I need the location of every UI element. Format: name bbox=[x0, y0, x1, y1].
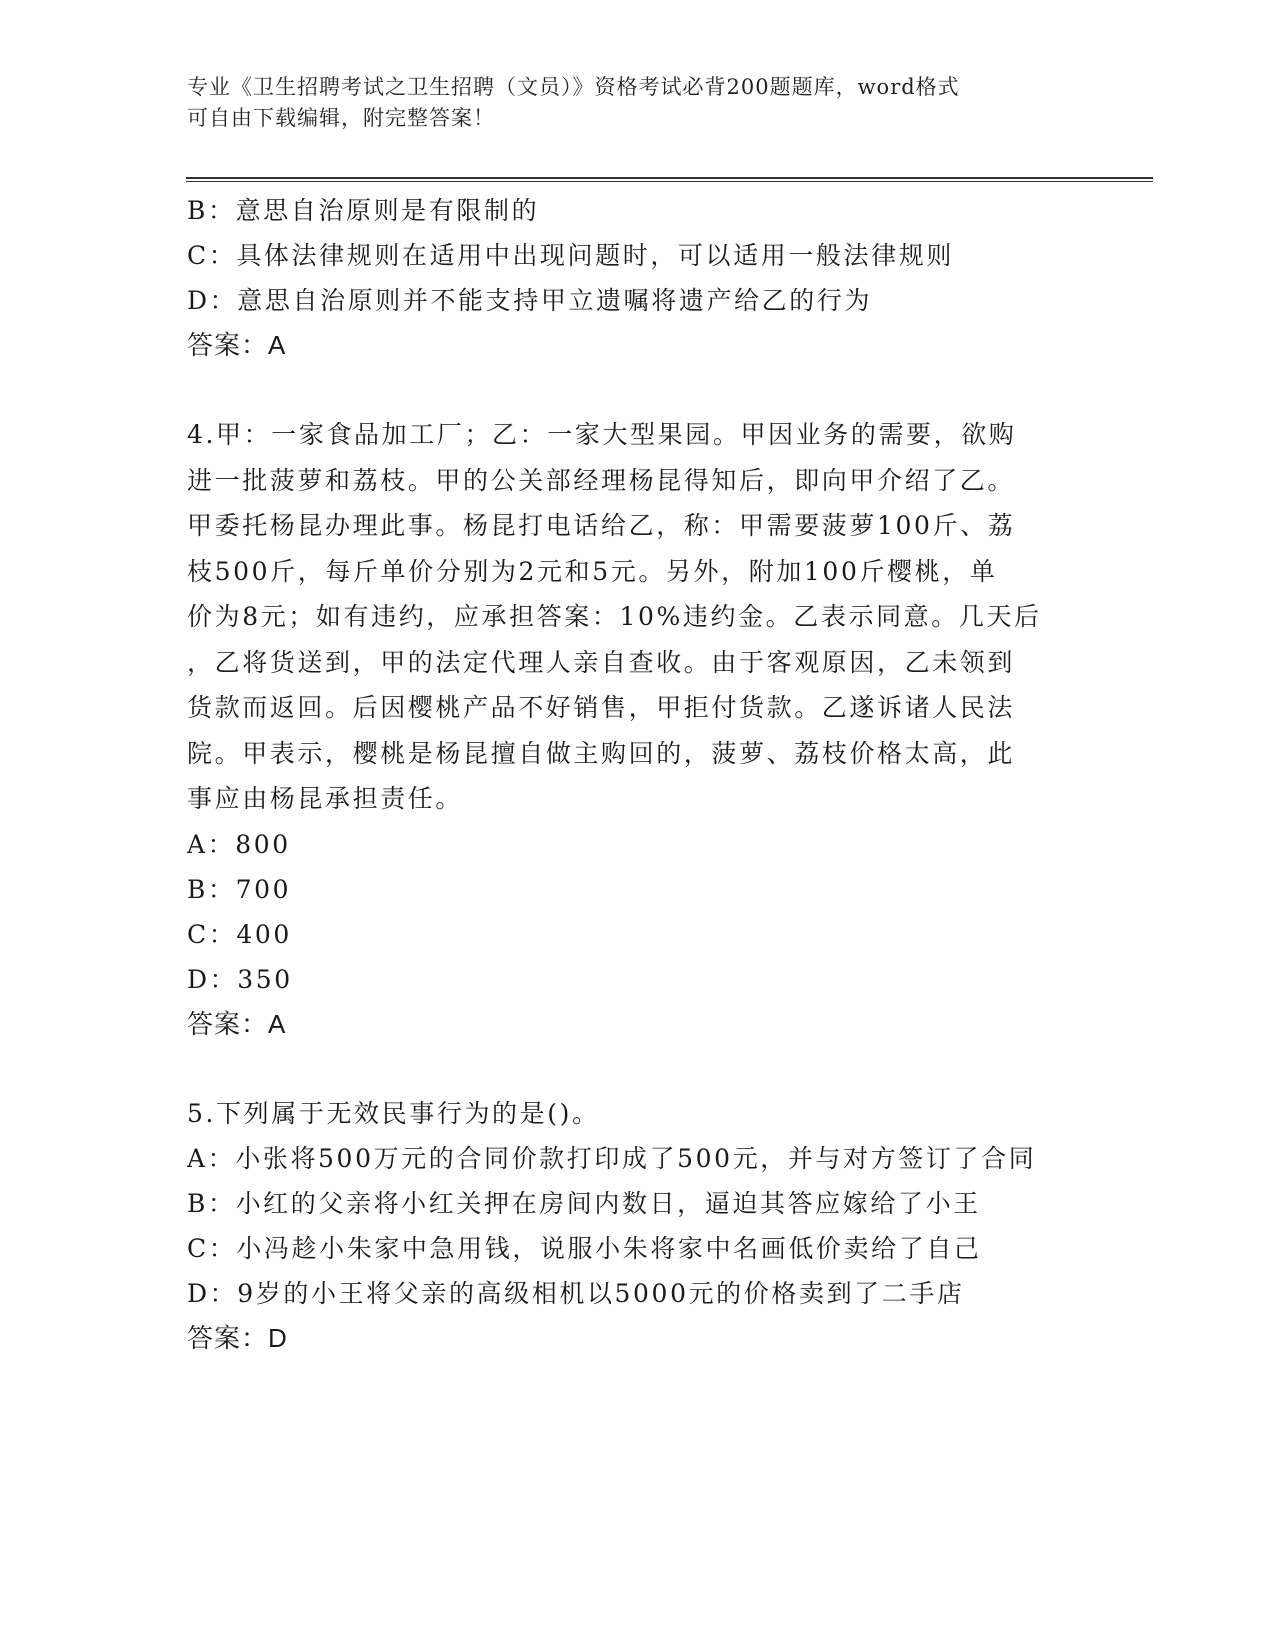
option-b: B：700 bbox=[187, 874, 292, 904]
question-4 bbox=[187, 412, 1087, 1047]
header-line-2: 可自由下载编辑，附完整答案！ bbox=[187, 106, 495, 130]
stem-line: 货款而返回。后因樱桃产品不好销售，甲拒付货款。乙遂诉诸人民法 bbox=[187, 693, 1016, 722]
question-stem bbox=[187, 412, 1087, 822]
page-header bbox=[187, 72, 1087, 134]
option-d: D：意思自治原则并不能支持甲立遗嘱将遗产给乙的行为 bbox=[187, 286, 873, 315]
stem-line: 进一批菠萝和荔枝。甲的公关部经理杨昆得知后，即向甲介绍了乙。 bbox=[187, 465, 1016, 495]
stem-line: 甲委托杨昆办理此事。杨昆打电话给乙，称：甲需要菠萝100斤、荔 bbox=[187, 511, 1016, 540]
answer: 答案：D bbox=[187, 1322, 288, 1353]
stem-line: 院。甲表示，樱桃是杨昆擅自做主购回的，菠萝、荔枝价格太高，此 bbox=[187, 738, 1016, 768]
question-5 bbox=[187, 1091, 1087, 1361]
option-a: A：800 bbox=[187, 829, 291, 859]
question-3 bbox=[187, 188, 1087, 368]
stem-line: 枝500斤，每斤单价分别为2元和5元。另外，附加100斤樱桃，单 bbox=[187, 556, 998, 586]
option-c: C：400 bbox=[187, 919, 292, 949]
question-stem: 5.下列属于无效民事行为的是()。 bbox=[187, 1098, 600, 1128]
option-a: A：小张将500万元的合同价款打印成了500元，并与对方签订了合同 bbox=[187, 1143, 1037, 1173]
stem-line: 价为8元；如有违约，应承担答案：10%违约金。乙表示同意。几天后 bbox=[187, 602, 1042, 631]
option-b: B：小红的父亲将小红关押在房间内数日，逼迫其答应嫁给了小王 bbox=[187, 1188, 981, 1218]
header-line-1: 专业《卫生招聘考试之卫生招聘（文员）》资格考试必背200题题库，word格式 bbox=[187, 75, 960, 99]
stem-line: 4.甲：一家食品加工厂；乙：一家大型果园。甲因业务的需要，欲购 bbox=[187, 420, 1017, 449]
answer: 答案：A bbox=[187, 1008, 287, 1039]
stem-line: ，乙将货送到，甲的法定代理人亲自查收。由于客观原因，乙未领到 bbox=[187, 647, 1016, 677]
option-c: C：小冯趁小朱家中急用钱，说服小朱将家中名画低价卖给了自己 bbox=[187, 1233, 982, 1263]
stem-line: 事应由杨昆承担责任。 bbox=[187, 784, 464, 813]
header-divider bbox=[186, 177, 1153, 183]
option-d: D：350 bbox=[187, 964, 293, 994]
question-content bbox=[187, 188, 1087, 1361]
option-b: B：意思自治原则是有限制的 bbox=[187, 196, 540, 225]
answer: 答案：A bbox=[187, 330, 287, 360]
option-d: D：9岁的小王将父亲的高级相机以5000元的价格卖到了二手店 bbox=[187, 1278, 965, 1308]
option-c: C：具体法律规则在适用中出现问题时，可以适用一般法律规则 bbox=[187, 241, 954, 270]
